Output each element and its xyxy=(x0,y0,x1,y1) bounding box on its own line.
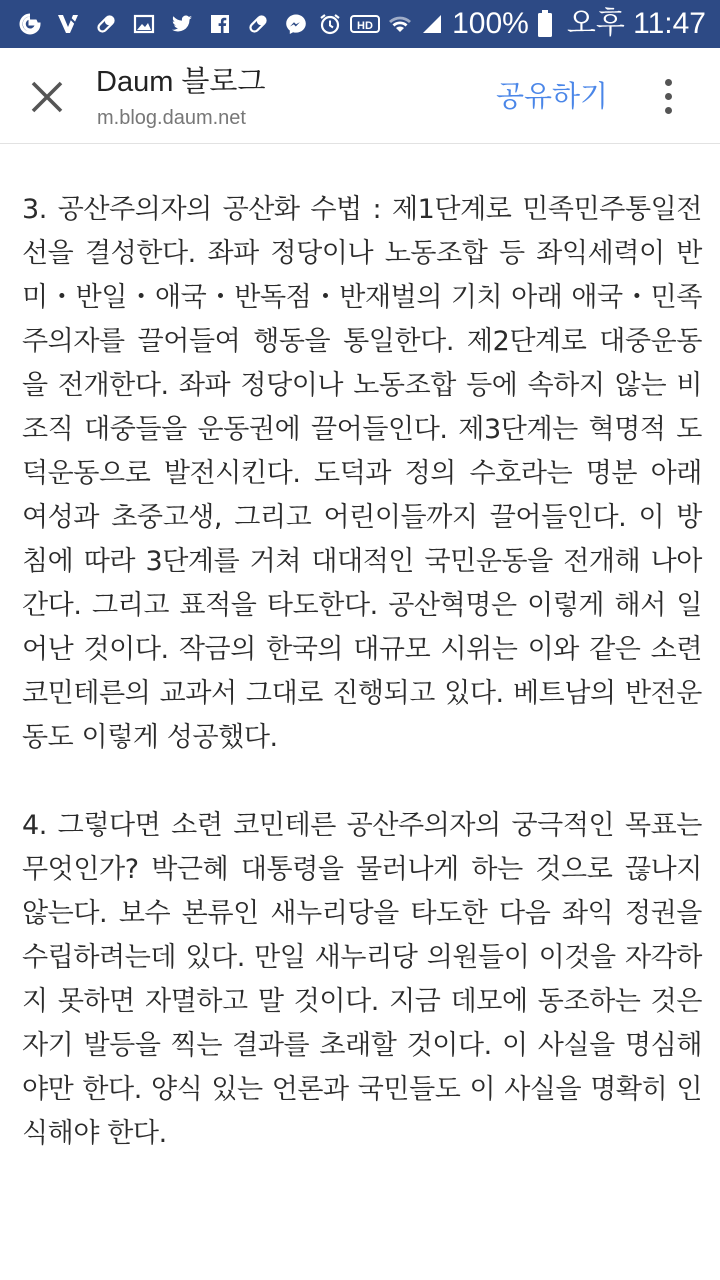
v-icon xyxy=(56,12,80,36)
article-paragraph: 4. 그렇다면 소련 코민테른 공산주의자의 궁극적인 목표는 무엇인가? 박근혜 대통령을 물러나게 하는 것으로 끊나지 않는다. 보수 본류인 새누리당을 타도한 다음 좌익 정권을 수립하려는데 있다. 만일 새누리당 의원들이 이것을 자각하지 못하면 자멸하고 말 것이다. 지금 데모에 동조하는 것은 자기 발등을 찍는 결과를 초래할 것이다. 이 사실을 명심해야만 한다. 양식 있는 언론과 국민들도 이 사실을 명확히 인식해야 한다. xyxy=(22,810,702,1149)
wifi-icon xyxy=(388,12,412,36)
page-title: Daum 블로그 xyxy=(96,66,266,98)
clock: 오후 11:47 xyxy=(566,7,706,40)
messenger-icon xyxy=(284,12,308,36)
hd-icon xyxy=(350,12,380,36)
svg-text:HD: HD xyxy=(357,20,374,32)
share-button[interactable]: 공유하기 xyxy=(496,79,609,113)
article-paragraph: 3. 공산주의자의 공산화 수법 : 제1단계로 민족민주통일전선을 결성한다. 좌파 정당이나 노동조합 등 좌익세력이 반미・반일・애국・반독점・반재벌의 기치 아래 애국・민족주의자를 끌어들여 행동을 통일한다. 제2단계로 대중운동을 전개한다. 좌파 정당이나 노동조합 등에 속하지 않는 비조직 대중들을 운동권에 끌어들인다. 제3단계는 혁명적 도덕운동으로 발전시킨다. 도덕과 정의 수호라는 명분 아래 여성과 초중고생, 그리고 어린이들까지 끌어들인다. 이 방침에 따라 3단계를 거쳐 대대적인 국민운동을 전개해 나아간다. 그리고 표적을 타도한다. 공산혁명은 이렇게 해서 일어난 것이다. 작금의 한국의 대규모 시위는 이와 같은 소련 코민테른의 교과서 그대로 진행되고 있다. 베트남의 반전운동도 이렇게 성공했다. xyxy=(22,194,702,753)
more-vert-icon xyxy=(665,79,672,86)
facebook-icon xyxy=(208,12,232,36)
battery-icon xyxy=(537,12,553,36)
pill-icon xyxy=(94,12,118,36)
twitter-icon xyxy=(170,12,194,36)
browser-app-bar xyxy=(0,48,720,144)
status-bar xyxy=(0,0,720,48)
pill-icon xyxy=(246,12,270,36)
close-button[interactable] xyxy=(24,74,70,120)
signal-icon xyxy=(420,12,444,36)
close-icon xyxy=(30,80,64,114)
article-body xyxy=(22,188,702,1200)
alarm-icon xyxy=(318,12,342,36)
g-icon xyxy=(18,12,42,36)
image-icon xyxy=(132,12,156,36)
system-status xyxy=(318,0,706,48)
notification-icons xyxy=(18,12,318,36)
battery-percent: 100% xyxy=(452,7,529,40)
more-options-button[interactable] xyxy=(648,74,688,118)
page-url: m.blog.daum.net xyxy=(97,107,246,129)
